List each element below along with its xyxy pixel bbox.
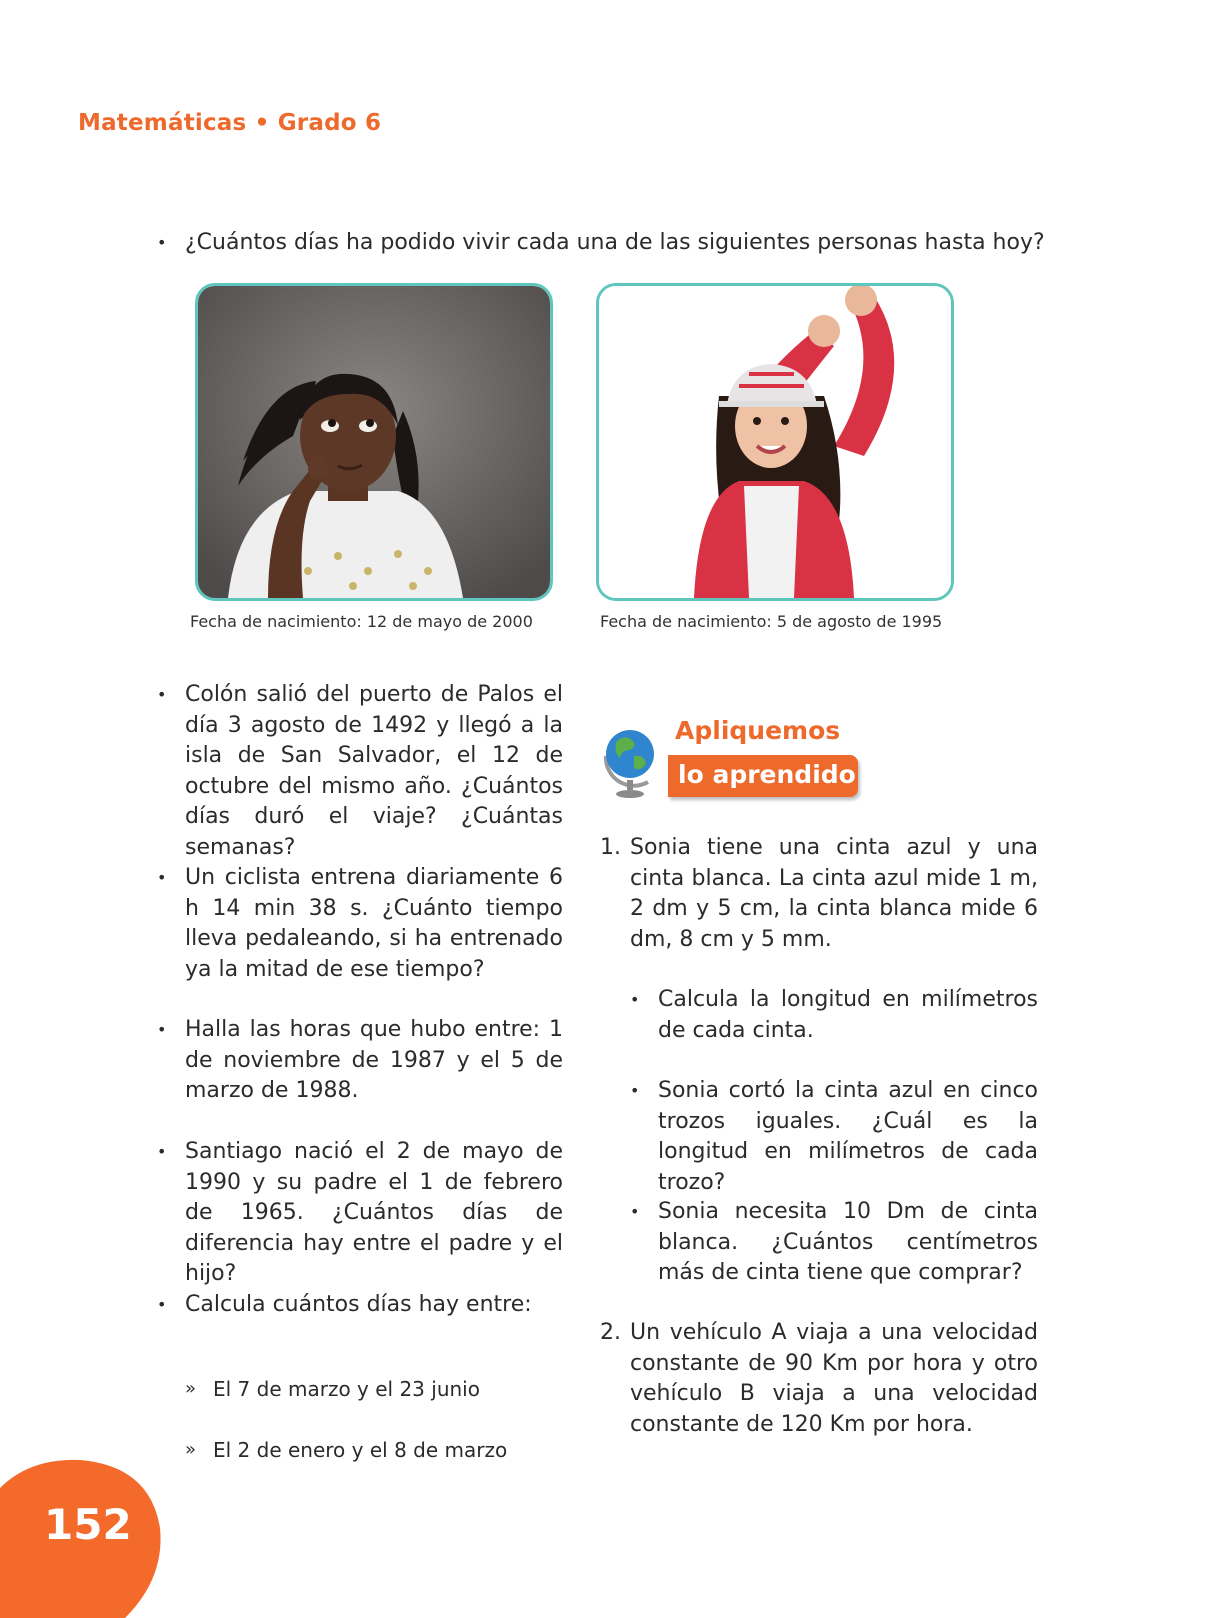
exercise-text: Un vehículo A viaja a una velocidad constante de 90 Km por hora y otro vehículo B viaja a una velocidad constante de 120 Km por hora. (630, 1320, 1038, 1437)
page-header-title: Matemáticas • Grado 6 (78, 110, 382, 136)
bullet-icon: • (157, 233, 167, 252)
page-number: 152 (44, 1500, 132, 1549)
exercise-bullet-text: Calcula la longitud en milímetros de cada cinta. (658, 987, 1038, 1043)
apply-title-pill (668, 755, 858, 797)
sub-list-item-text: El 7 de marzo y el 23 junio (213, 1377, 480, 1401)
list-item-text: Un ciclista entrena diariamente 6 h 14 min 38 s. ¿Cuánto tiempo lleva pedaleando, si ha entrenado ya la mitad de ese tiempo? (185, 865, 563, 982)
exercise-bullet (630, 1076, 1038, 1198)
intro-question (157, 228, 1085, 259)
raquo-icon: » (185, 1439, 197, 1460)
photo-caption-1: Fecha de nacimiento: 12 de mayo de 2000 (190, 612, 533, 631)
list-item (157, 1137, 563, 1290)
photo-caption-2: Fecha de nacimiento: 5 de agosto de 1995 (600, 612, 943, 631)
girl-illustration (198, 286, 550, 598)
bullet-icon: • (630, 1081, 640, 1100)
bullet-icon: • (157, 685, 167, 704)
exercise-bullet-text: Sonia cortó la cinta azul en cinco trozos iguales. ¿Cuál es la longitud en milímetros de cada trozo? (658, 1078, 1038, 1195)
bullet-icon: • (157, 1020, 167, 1039)
bullet-icon: • (157, 868, 167, 887)
sub-list-item-text: El 2 de enero y el 8 de marzo (213, 1438, 508, 1462)
exercise-item (600, 833, 1038, 955)
bullet-icon: • (157, 1295, 167, 1314)
photo-girl-thinking (195, 283, 553, 601)
list-item-text: Colón salió del puerto de Palos el día 3 agosto de 1492 y llegó a la isla de San Salvador, el 12 de octubre del mismo año. ¿Cuántos días duró el viaje? ¿Cuántas semanas? (185, 682, 563, 860)
teen-illustration (599, 286, 951, 598)
photo-teen-celebrating (596, 283, 954, 601)
sub-list-item (185, 1435, 508, 1465)
list-item-text: Halla las horas que hubo entre: 1 de noviembre de 1987 y el 5 de marzo de 1988. (185, 1017, 563, 1103)
exercise-text: Sonia tiene una cinta azul y una cinta blanca. La cinta azul mide 1 m, 2 dm y 5 cm, la cinta blanca mide 6 dm, 8 cm y 5 mm. (630, 835, 1038, 952)
list-item (157, 1290, 563, 1321)
bullet-icon: • (630, 990, 640, 1009)
exercise-bullet-text: Sonia necesita 10 Dm de cinta blanca. ¿Cuántos centímetros más de cinta tiene que comprar? (658, 1199, 1038, 1285)
exercise-bullet (630, 985, 1038, 1046)
bullet-icon: • (157, 1142, 167, 1161)
list-item-text: Santiago nació el 2 de mayo de 1990 y su padre el 1 de febrero de 1965. ¿Cuántos días de diferencia hay entre el padre y el hijo? (185, 1139, 563, 1286)
apply-title-line1: Apliquemos (675, 716, 841, 745)
raquo-icon: » (185, 1378, 197, 1399)
exercise-bullet (630, 1197, 1038, 1289)
list-item (157, 1015, 563, 1107)
globe-icon (598, 720, 662, 804)
bullet-icon: • (630, 1202, 640, 1221)
exercise-item (600, 1318, 1038, 1440)
apply-title-line2: lo aprendido (678, 760, 856, 789)
exercise-number: 1. (600, 835, 621, 860)
list-item-text: Calcula cuántos días hay entre: (185, 1292, 532, 1317)
exercise-number: 2. (600, 1320, 621, 1345)
list-item (157, 680, 563, 863)
sub-list-item (185, 1374, 480, 1404)
list-item (157, 863, 563, 985)
intro-question-text: ¿Cuántos días ha podido vivir cada una de las siguientes personas hasta hoy? (185, 230, 1045, 255)
